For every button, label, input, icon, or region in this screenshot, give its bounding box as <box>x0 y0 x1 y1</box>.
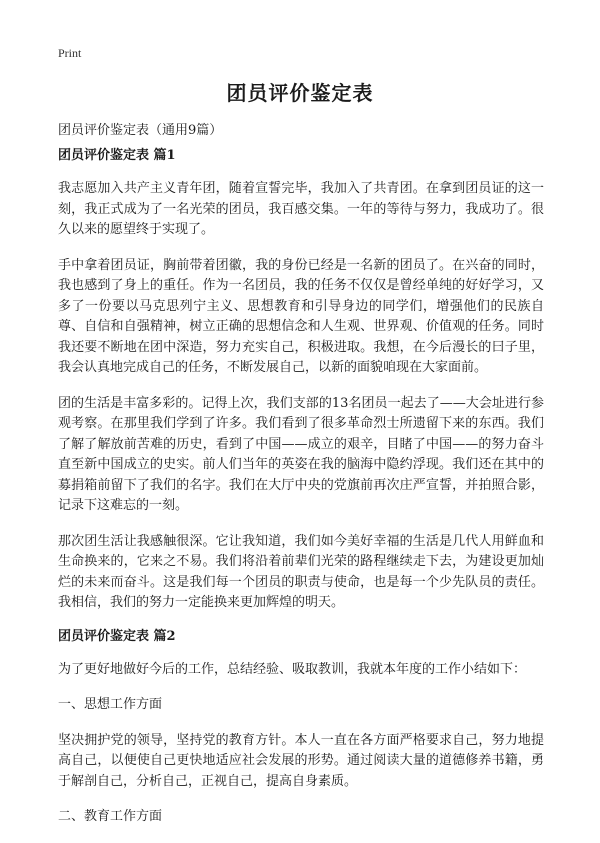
paragraph: 我志愿加入共产主义青年团，随着宣誓完毕，我加入了共青团。在拿到团员证的这一刻，我正式成为了一名光荣的团员，我百感交集。一年的等待与努力，我成功了。很久以来的愿望终于实现了。 <box>58 181 544 237</box>
document-subtitle: 团员评价鉴定表（通用9篇） <box>58 123 223 138</box>
page-title: 团员评价鉴定表 <box>226 81 374 105</box>
document-body <box>58 146 544 843</box>
paragraph: 手中拿着团员证，胸前带着团徽，我的身份已经是一名新的团员了。在兴奋的同时，我也感到了身上的重任。作为一名团员，我的任务不仅仅是曾经单纯的好好学习，又多了一份要以马克思列宁主义、思想教育和引导身边的同学们，增强他们的民族自尊、自信和自强精神，树立正确的思想信念和人生观、世界观、价值观的任务。同时我还要不断地在团中深造，努力充实自己，积极进取。我想，在今后漫长的曰子里，我会认真地完成自己的任务，不断发展自己，以新的面貌咱现在大家面前。 <box>58 257 544 375</box>
section-2 <box>58 627 544 828</box>
paragraph: 二、教育工作方面 <box>58 809 163 824</box>
paragraph: 为了更好地做好今后的工作，总结经验、吸取教训，我就本年度的工作小结如下： <box>58 661 527 677</box>
section-heading: 团员评价鉴定表 篇2 <box>58 628 176 644</box>
section-1 <box>58 146 544 614</box>
paragraph: 团的生活是丰富多彩的。记得上次，我们支部的13名团员一起去了——大会址进行参观考察。在那里我们学到了许多。我们看到了很多革命烈士所遗留下来的东西。我们了解了解放前苦难的历史，看到了中国——成立的艰辛，目睹了中国——的努力奋斗直至新中国成立的史实。前人们当年的英姿在我的脑海中隐约浮现。我们还在其中的募捐箱前留下了我们的名字。我们在大厅中央的党旗前再次庄严宣誓，并拍照合影，记录下这难忘的一刻。 <box>58 395 544 513</box>
paragraph: 一、思想工作方面 <box>58 697 163 712</box>
section-heading: 团员评价鉴定表 篇1 <box>58 148 176 163</box>
paragraph: 坚决拥护党的领导，坚持党的教育方针。本人一直在各方面严格要求自己，努力地提高自己，以便使自己更快地适应社会发展的形势。通过阅读大量的道德修养书籍，勇于解剖自己，分析自己，正视自己，提高自身素质。 <box>58 732 544 789</box>
paragraph: 那次团生活让我感触很深。它让我知道，我们如今美好幸福的生活是几代人用鲜血和生命换来的，它来之不易。我们将沿着前辈们光荣的路程继续走下去，为建设更加灿烂的未来而奋斗。这是我们每一个团员的职责与使命，也是每一个少先队员的责任。我相信，我们的努力一定能换来更加辉煌的明天。 <box>58 533 544 610</box>
print-link[interactable]: Print <box>58 46 82 60</box>
